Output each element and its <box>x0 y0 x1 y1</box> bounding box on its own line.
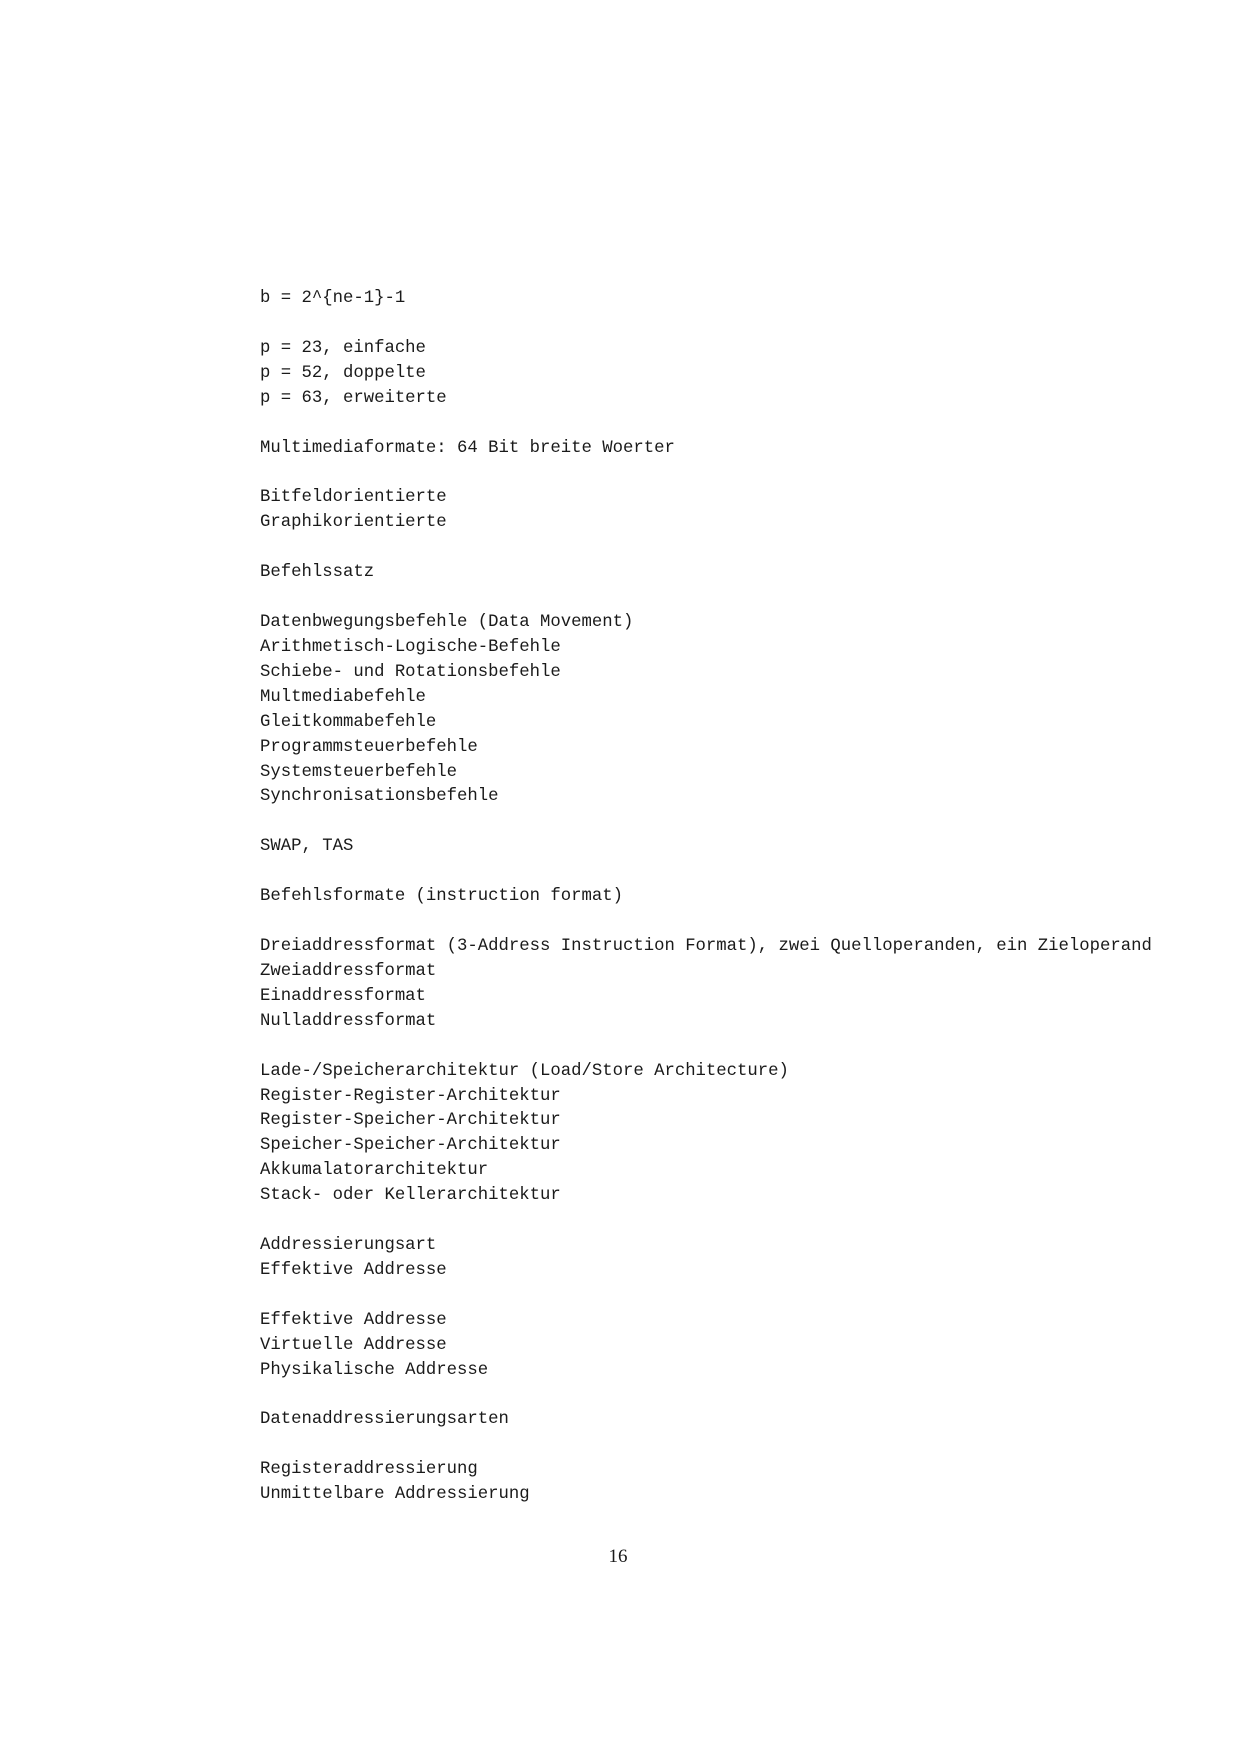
blank-line <box>260 910 1152 935</box>
text-line: Register-Register-Architektur <box>260 1086 561 1106</box>
blank-line <box>260 1384 1152 1409</box>
blank-line <box>260 1209 1152 1234</box>
text-line: p = 52, doppelte <box>260 363 426 383</box>
text-line: Arithmetisch-Logische-Befehle <box>260 637 561 657</box>
blank-line <box>260 412 1152 437</box>
text-line: Bitfeldorientierte <box>260 488 447 508</box>
text-line: p = 63, erweiterte <box>260 388 447 408</box>
text-line: Physikalische Addresse <box>260 1360 489 1380</box>
text-line: Zweiaddressformat <box>260 961 437 981</box>
text-line: Register-Speicher-Architektur <box>260 1111 561 1131</box>
text-line: Systemsteuerbefehle <box>260 762 458 782</box>
text-line: Effektive Addresse <box>260 1310 447 1330</box>
text-line: Gleitkommabefehle <box>260 712 437 732</box>
blank-line <box>260 586 1152 611</box>
blank-line <box>260 312 1152 337</box>
blank-line <box>260 461 1152 486</box>
text-line: Dreiaddressformat (3-Address Instruction Format), zwei Quelloperanden, ein Zieloperand <box>260 936 1152 956</box>
text-line: Schiebe- und Rotationsbefehle <box>260 662 561 682</box>
text-line: p = 23, einfache <box>260 338 426 358</box>
text-line: b = 2^{ne-1}-1 <box>260 289 406 308</box>
blank-line <box>260 536 1152 561</box>
text-line: Datenaddressierungsarten <box>260 1410 509 1430</box>
text-line: Nulladdressformat <box>260 1011 437 1031</box>
text-line: Graphikorientierte <box>260 513 447 533</box>
text-line: Addressierungsart <box>260 1236 437 1256</box>
text-line: Multimediaformate: 64 Bit breite Woerter <box>260 438 675 458</box>
blank-line <box>260 1433 1152 1458</box>
text-line: Datenbwegungsbefehle (Data Movement) <box>260 612 634 632</box>
text-line: SWAP, TAS <box>260 837 354 857</box>
blank-line <box>260 810 1152 835</box>
text-line: Stack- oder Kellerarchitektur <box>260 1186 561 1206</box>
blank-line <box>260 1035 1152 1060</box>
document-body <box>260 287 1152 1508</box>
text-line: Lade-/Speicherarchitektur (Load/Store Architecture) <box>260 1061 789 1081</box>
page-number: 16 <box>608 1546 628 1567</box>
text-line: Synchronisationsbefehle <box>260 787 499 807</box>
text-line: Multmediabefehle <box>260 687 426 707</box>
text-line: Virtuelle Addresse <box>260 1335 447 1355</box>
text-line: Befehlssatz <box>260 563 375 583</box>
text-line: Registeraddressierung <box>260 1460 478 1480</box>
text-line: Unmittelbare Addressierung <box>260 1485 530 1505</box>
text-line: Akkumalatorarchitektur <box>260 1161 489 1181</box>
text-line: Effektive Addresse <box>260 1260 447 1280</box>
text-line: Programmsteuerbefehle <box>260 737 478 757</box>
blank-line <box>260 860 1152 885</box>
text-line: Einaddressformat <box>260 986 426 1006</box>
text-line: Speicher-Speicher-Architektur <box>260 1136 561 1156</box>
blank-line <box>260 1284 1152 1309</box>
text-line: Befehlsformate (instruction format) <box>260 887 623 907</box>
